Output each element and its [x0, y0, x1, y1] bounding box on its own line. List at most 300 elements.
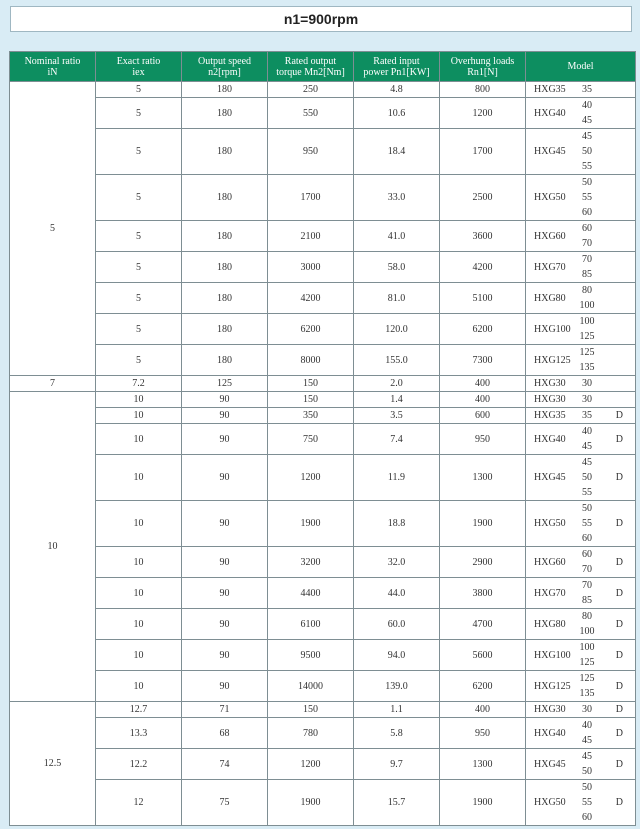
model-size: 135 — [579, 688, 595, 699]
model-cell — [526, 129, 636, 175]
model-info — [526, 718, 635, 748]
rated-power-cell: 5.8 — [354, 718, 440, 749]
exact-ratio-cell: 5 — [96, 129, 182, 175]
output-speed-cell: 90 — [182, 408, 268, 424]
model-sizes — [570, 82, 604, 97]
overhung-load-cell: 2500 — [440, 175, 526, 221]
model-info — [526, 455, 635, 500]
model-name: HXG70 — [534, 261, 566, 273]
model-size: 45 — [582, 457, 592, 468]
model-name: HXG30 — [534, 394, 566, 405]
rated-power-cell: 44.0 — [354, 578, 440, 609]
model-info — [526, 175, 635, 220]
output-speed-cell: 90 — [182, 547, 268, 578]
model-size: 80 — [582, 611, 592, 622]
output-speed-cell: 90 — [182, 609, 268, 640]
model-sizes — [570, 408, 604, 423]
output-speed-cell: 180 — [182, 314, 268, 345]
model-name: HXG80 — [534, 618, 566, 630]
model-size: 60 — [582, 533, 592, 544]
exact-ratio-cell: 10 — [96, 455, 182, 501]
rated-power-cell: 58.0 — [354, 252, 440, 283]
model-size: 55 — [582, 192, 592, 203]
table-body — [10, 82, 636, 826]
rated-power-cell: 4.8 — [354, 82, 440, 98]
model-size: 50 — [582, 472, 592, 483]
output-speed-cell: 180 — [182, 82, 268, 98]
exact-ratio-cell: 10 — [96, 547, 182, 578]
rated-torque-cell: 780 — [268, 718, 354, 749]
model-cell — [526, 671, 636, 702]
overhung-load-cell: 7300 — [440, 345, 526, 376]
model-cell — [526, 252, 636, 283]
model-size: 40 — [582, 100, 592, 111]
exact-ratio-cell: 12.7 — [96, 702, 182, 718]
table-row — [10, 501, 636, 547]
model-cell — [526, 314, 636, 345]
model-name: HXG45 — [534, 472, 566, 483]
model-suffix: D — [615, 704, 623, 715]
table-row — [10, 547, 636, 578]
model-info — [526, 314, 635, 344]
model-sizes — [570, 501, 604, 546]
model-info — [526, 392, 635, 407]
rated-power-cell: 10.6 — [354, 98, 440, 129]
model-suffix: D — [615, 618, 623, 630]
model-suffix: D — [615, 797, 623, 808]
overhung-load-cell: 1300 — [440, 455, 526, 501]
model-size: 60 — [582, 223, 592, 234]
model-size: 35 — [582, 410, 592, 421]
table-row — [10, 702, 636, 718]
model-sizes — [570, 718, 604, 748]
overhung-load-cell: 3600 — [440, 221, 526, 252]
output-speed-cell: 90 — [182, 424, 268, 455]
overhung-load-cell: 1200 — [440, 98, 526, 129]
model-sizes — [570, 749, 604, 779]
model-suffix: D — [615, 472, 623, 483]
model-name: HXG70 — [534, 587, 566, 599]
overhung-load-cell: 400 — [440, 376, 526, 392]
model-name: HXG45 — [534, 146, 566, 157]
model-info — [526, 376, 635, 391]
output-speed-cell: 90 — [182, 455, 268, 501]
model-info — [526, 221, 635, 251]
overhung-load-cell: 1900 — [440, 501, 526, 547]
model-name: HXG80 — [534, 292, 566, 304]
output-speed-cell: 180 — [182, 98, 268, 129]
rated-torque-cell: 550 — [268, 98, 354, 129]
model-cell — [526, 283, 636, 314]
model-size: 125 — [579, 657, 595, 668]
model-name: HXG30 — [534, 378, 566, 389]
exact-ratio-cell: 10 — [96, 424, 182, 455]
table-row — [10, 408, 636, 424]
model-sizes — [570, 252, 604, 282]
exact-ratio-cell: 5 — [96, 314, 182, 345]
rated-power-cell: 139.0 — [354, 671, 440, 702]
rated-power-cell: 3.5 — [354, 408, 440, 424]
model-size: 135 — [579, 362, 595, 373]
rated-torque-cell: 1900 — [268, 501, 354, 547]
model-name: HXG125 — [534, 680, 571, 692]
table-row — [10, 640, 636, 671]
exact-ratio-cell: 5 — [96, 345, 182, 376]
model-size: 100 — [579, 642, 595, 653]
model-size: 30 — [582, 704, 592, 715]
overhung-load-cell: 5600 — [440, 640, 526, 671]
model-cell — [526, 98, 636, 129]
model-info — [526, 424, 635, 454]
model-cell — [526, 609, 636, 640]
model-suffix: D — [615, 410, 623, 421]
model-cell — [526, 345, 636, 376]
table-row — [10, 252, 636, 283]
model-size: 125 — [579, 347, 595, 358]
model-cell — [526, 82, 636, 98]
model-cell — [526, 578, 636, 609]
model-sizes — [570, 702, 604, 717]
table-row — [10, 376, 636, 392]
model-size: 45 — [582, 441, 592, 452]
table-row — [10, 82, 636, 98]
model-cell — [526, 718, 636, 749]
header-exact-ratio: Exact ratio iex — [96, 52, 182, 82]
model-size: 85 — [582, 269, 592, 280]
table-row — [10, 314, 636, 345]
table-row — [10, 671, 636, 702]
model-info — [526, 501, 635, 546]
output-speed-cell: 71 — [182, 702, 268, 718]
table-row — [10, 283, 636, 314]
exact-ratio-cell: 12 — [96, 780, 182, 826]
model-size: 70 — [582, 254, 592, 265]
model-info — [526, 749, 635, 779]
model-info — [526, 671, 635, 701]
model-name: HXG50 — [534, 192, 566, 203]
output-speed-cell: 180 — [182, 175, 268, 221]
exact-ratio-cell: 10 — [96, 671, 182, 702]
model-info — [526, 702, 635, 717]
model-sizes — [570, 129, 604, 174]
model-name: HXG60 — [534, 556, 566, 568]
output-speed-cell: 90 — [182, 578, 268, 609]
model-size: 55 — [582, 161, 592, 172]
model-cell — [526, 501, 636, 547]
output-speed-cell: 180 — [182, 345, 268, 376]
rated-torque-cell: 1700 — [268, 175, 354, 221]
model-size: 35 — [582, 84, 592, 95]
model-cell — [526, 221, 636, 252]
model-sizes — [570, 345, 604, 375]
overhung-load-cell: 6200 — [440, 671, 526, 702]
model-suffix: D — [615, 649, 623, 661]
output-speed-cell: 90 — [182, 671, 268, 702]
model-info — [526, 547, 635, 577]
rated-torque-cell: 4200 — [268, 283, 354, 314]
model-info — [526, 640, 635, 670]
model-size: 50 — [582, 782, 592, 793]
model-size: 70 — [582, 238, 592, 249]
table-row — [10, 749, 636, 780]
rated-power-cell: 41.0 — [354, 221, 440, 252]
rated-torque-cell: 3200 — [268, 547, 354, 578]
rated-torque-cell: 250 — [268, 82, 354, 98]
model-size: 50 — [582, 177, 592, 188]
model-size: 55 — [582, 797, 592, 808]
overhung-load-cell: 950 — [440, 424, 526, 455]
exact-ratio-cell: 10 — [96, 640, 182, 671]
model-suffix: D — [615, 727, 623, 739]
overhung-load-cell: 400 — [440, 702, 526, 718]
model-name: HXG125 — [534, 354, 571, 366]
model-sizes — [570, 547, 604, 577]
model-sizes — [570, 376, 604, 391]
model-info — [526, 780, 635, 825]
model-size: 60 — [582, 549, 592, 560]
model-name: HXG50 — [534, 797, 566, 808]
model-info — [526, 578, 635, 608]
exact-ratio-cell: 7.2 — [96, 376, 182, 392]
model-info — [526, 345, 635, 375]
table-row — [10, 718, 636, 749]
overhung-load-cell: 1300 — [440, 749, 526, 780]
model-info — [526, 98, 635, 128]
model-size: 30 — [582, 378, 592, 389]
overhung-load-cell: 4200 — [440, 252, 526, 283]
model-cell — [526, 547, 636, 578]
rated-torque-cell: 6200 — [268, 314, 354, 345]
nominal-ratio-cell: 12.5 — [10, 702, 96, 826]
exact-ratio-cell: 10 — [96, 578, 182, 609]
output-speed-cell: 68 — [182, 718, 268, 749]
overhung-load-cell: 400 — [440, 392, 526, 408]
table-row — [10, 609, 636, 640]
model-info — [526, 609, 635, 639]
exact-ratio-cell: 10 — [96, 392, 182, 408]
model-cell — [526, 408, 636, 424]
table-row — [10, 392, 636, 408]
page-title: n1=900rpm — [10, 6, 632, 32]
output-speed-cell: 75 — [182, 780, 268, 826]
model-size: 55 — [582, 487, 592, 498]
output-speed-cell: 180 — [182, 283, 268, 314]
model-size: 80 — [582, 285, 592, 296]
model-size: 50 — [582, 146, 592, 157]
table-row — [10, 578, 636, 609]
model-info — [526, 82, 635, 97]
rated-torque-cell: 1200 — [268, 749, 354, 780]
rated-torque-cell: 1200 — [268, 455, 354, 501]
overhung-load-cell: 6200 — [440, 314, 526, 345]
rated-power-cell: 32.0 — [354, 547, 440, 578]
rated-torque-cell: 3000 — [268, 252, 354, 283]
model-name: HXG30 — [534, 704, 566, 715]
rated-power-cell: 120.0 — [354, 314, 440, 345]
model-size: 45 — [582, 751, 592, 762]
model-size: 125 — [579, 331, 595, 342]
model-info — [526, 252, 635, 282]
model-size: 100 — [579, 316, 595, 327]
model-sizes — [570, 780, 604, 825]
model-sizes — [570, 609, 604, 639]
model-name: HXG40 — [534, 107, 566, 119]
rated-power-cell: 81.0 — [354, 283, 440, 314]
header-rated-power: Rated input power Pn1[KW] — [354, 52, 440, 82]
exact-ratio-cell: 10 — [96, 501, 182, 547]
table-row — [10, 221, 636, 252]
rated-torque-cell: 1900 — [268, 780, 354, 826]
nominal-ratio-cell: 5 — [10, 82, 96, 376]
model-name: HXG50 — [534, 518, 566, 529]
overhung-load-cell: 4700 — [440, 609, 526, 640]
model-sizes — [570, 424, 604, 454]
model-suffix: D — [615, 556, 623, 568]
model-size: 60 — [582, 812, 592, 823]
output-speed-cell: 90 — [182, 640, 268, 671]
model-name: HXG45 — [534, 758, 566, 770]
model-size: 60 — [582, 207, 592, 218]
output-speed-cell: 180 — [182, 252, 268, 283]
rated-power-cell: 15.7 — [354, 780, 440, 826]
header-output-speed: Output speed n2[rpm] — [182, 52, 268, 82]
model-sizes — [570, 392, 604, 407]
model-size: 70 — [582, 564, 592, 575]
model-suffix: D — [615, 587, 623, 599]
model-suffix: D — [615, 518, 623, 529]
model-size: 70 — [582, 580, 592, 591]
model-name: HXG40 — [534, 727, 566, 739]
rated-torque-cell: 150 — [268, 702, 354, 718]
model-cell — [526, 455, 636, 501]
output-speed-cell: 90 — [182, 392, 268, 408]
rated-power-cell: 11.9 — [354, 455, 440, 501]
rated-power-cell: 60.0 — [354, 609, 440, 640]
header-model: Model — [526, 52, 636, 82]
model-cell — [526, 780, 636, 826]
model-cell — [526, 424, 636, 455]
output-speed-cell: 74 — [182, 749, 268, 780]
model-size: 45 — [582, 115, 592, 126]
overhung-load-cell: 1700 — [440, 129, 526, 175]
model-cell — [526, 175, 636, 221]
exact-ratio-cell: 12.2 — [96, 749, 182, 780]
model-size: 30 — [582, 394, 592, 405]
model-info — [526, 408, 635, 423]
rated-torque-cell: 150 — [268, 376, 354, 392]
overhung-load-cell: 3800 — [440, 578, 526, 609]
model-size: 55 — [582, 518, 592, 529]
rated-torque-cell: 9500 — [268, 640, 354, 671]
model-size: 100 — [579, 300, 595, 311]
rated-torque-cell: 350 — [268, 408, 354, 424]
model-name: HXG35 — [534, 84, 566, 95]
table-row — [10, 780, 636, 826]
rated-power-cell: 18.8 — [354, 501, 440, 547]
model-size: 40 — [582, 426, 592, 437]
table-row — [10, 129, 636, 175]
model-info — [526, 283, 635, 313]
model-suffix: D — [615, 680, 623, 692]
model-sizes — [570, 640, 604, 670]
nominal-ratio-cell: 10 — [10, 392, 96, 702]
rated-power-cell: 1.1 — [354, 702, 440, 718]
table-row — [10, 424, 636, 455]
model-cell — [526, 749, 636, 780]
output-speed-cell: 90 — [182, 501, 268, 547]
exact-ratio-cell: 13.3 — [96, 718, 182, 749]
exact-ratio-cell: 10 — [96, 408, 182, 424]
model-sizes — [570, 175, 604, 220]
model-size: 50 — [582, 503, 592, 514]
rated-torque-cell: 4400 — [268, 578, 354, 609]
model-cell — [526, 392, 636, 408]
model-name: HXG40 — [534, 433, 566, 445]
overhung-load-cell: 950 — [440, 718, 526, 749]
rated-power-cell: 9.7 — [354, 749, 440, 780]
exact-ratio-cell: 5 — [96, 283, 182, 314]
model-sizes — [570, 98, 604, 128]
table-header-row — [10, 52, 636, 82]
model-size: 100 — [579, 626, 595, 637]
rated-power-cell: 155.0 — [354, 345, 440, 376]
table-row — [10, 345, 636, 376]
model-cell — [526, 376, 636, 392]
rated-torque-cell: 14000 — [268, 671, 354, 702]
rated-power-cell: 18.4 — [354, 129, 440, 175]
model-size: 50 — [582, 766, 592, 777]
model-sizes — [570, 314, 604, 344]
overhung-load-cell: 2900 — [440, 547, 526, 578]
table-row — [10, 98, 636, 129]
exact-ratio-cell: 5 — [96, 221, 182, 252]
nominal-ratio-cell: 7 — [10, 376, 96, 392]
rated-power-cell: 2.0 — [354, 376, 440, 392]
rated-power-cell: 1.4 — [354, 392, 440, 408]
rated-torque-cell: 150 — [268, 392, 354, 408]
model-sizes — [570, 578, 604, 608]
table-row — [10, 455, 636, 501]
model-size: 45 — [582, 131, 592, 142]
exact-ratio-cell: 5 — [96, 98, 182, 129]
rated-power-cell: 33.0 — [354, 175, 440, 221]
rated-power-cell: 7.4 — [354, 424, 440, 455]
output-speed-cell: 180 — [182, 221, 268, 252]
overhung-load-cell: 600 — [440, 408, 526, 424]
exact-ratio-cell: 5 — [96, 252, 182, 283]
rated-torque-cell: 950 — [268, 129, 354, 175]
model-suffix: D — [615, 758, 623, 770]
model-info — [526, 129, 635, 174]
model-sizes — [570, 283, 604, 313]
model-suffix: D — [615, 433, 623, 445]
output-speed-cell: 125 — [182, 376, 268, 392]
header-rated-torque: Rated output torque Mn2[Nm] — [268, 52, 354, 82]
model-name: HXG35 — [534, 410, 566, 421]
rated-torque-cell: 750 — [268, 424, 354, 455]
model-cell — [526, 702, 636, 718]
model-sizes — [570, 221, 604, 251]
model-size: 85 — [582, 595, 592, 606]
output-speed-cell: 180 — [182, 129, 268, 175]
table-row — [10, 175, 636, 221]
model-size: 125 — [579, 673, 595, 684]
exact-ratio-cell: 5 — [96, 175, 182, 221]
rated-torque-cell: 8000 — [268, 345, 354, 376]
overhung-load-cell: 5100 — [440, 283, 526, 314]
rated-power-cell: 94.0 — [354, 640, 440, 671]
model-cell — [526, 640, 636, 671]
